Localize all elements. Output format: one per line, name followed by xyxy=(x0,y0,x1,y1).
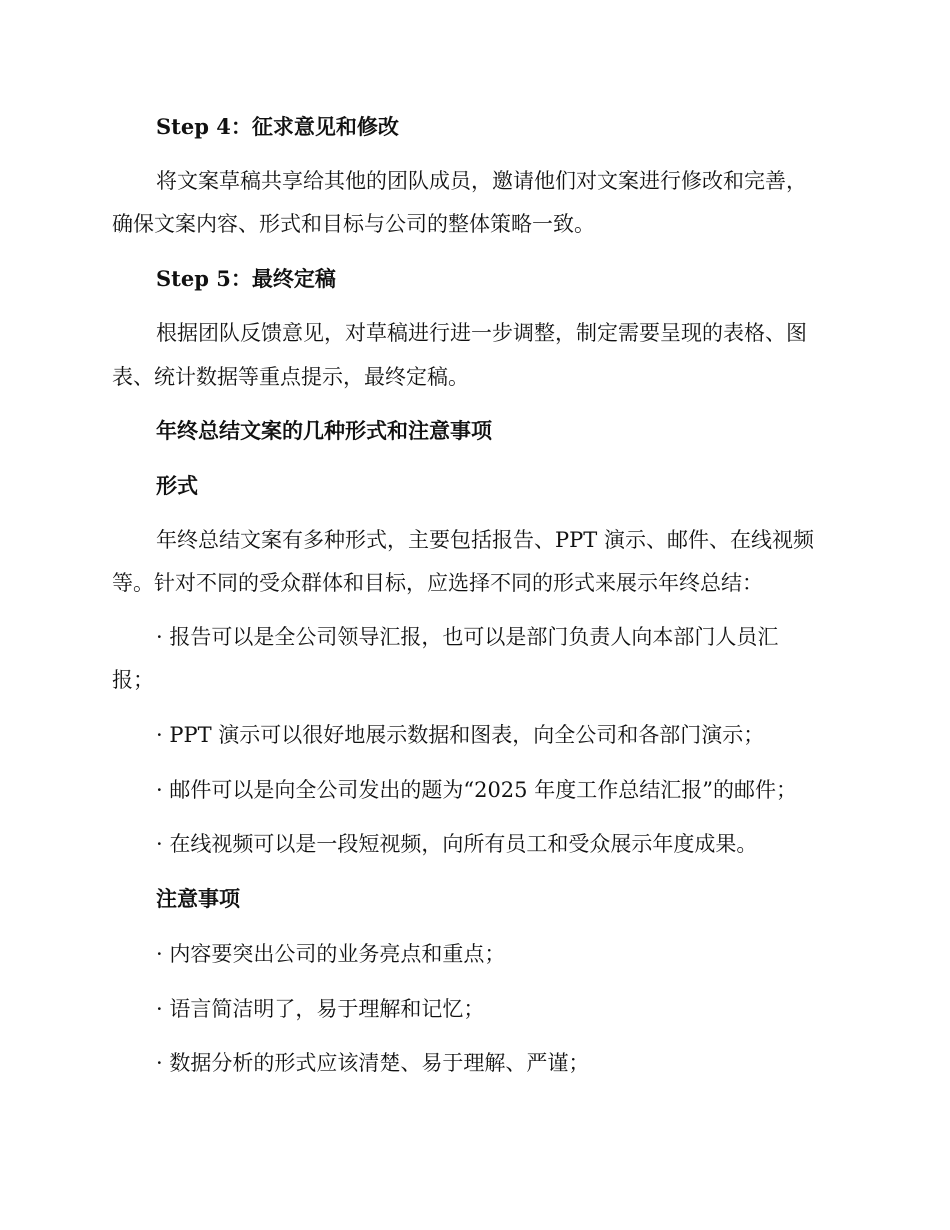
forms-heading: 形式 xyxy=(156,473,198,498)
forms-bullet-report: · 报告可以是全公司领导汇报，也可以是部门负责人向本部门人员汇 xyxy=(156,625,779,649)
forms-bullet-email: · 邮件可以是向全公司发出的题为“2025 年度工作总结汇报”的邮件； xyxy=(156,778,797,802)
notes-bullet-content: · 内容要突出公司的业务亮点和重点； xyxy=(156,942,506,966)
forms-paragraph-line: 年终总结文案有多种形式，主要包括报告、PPT 演示、邮件、在线视频 xyxy=(156,528,814,552)
notes-bullet-data-analysis: · 数据分析的形式应该清楚、易于理解、严谨； xyxy=(156,1051,590,1075)
step5-paragraph-line: 表、统计数据等重点提示，最终定稿。 xyxy=(112,365,469,389)
forms-bullet-video: · 在线视频可以是一段短视频，向所有员工和受众展示年度成果。 xyxy=(156,832,758,856)
notes-heading: 注意事项 xyxy=(156,886,240,911)
step5-heading: Step 5：最终定稿 xyxy=(156,266,336,291)
step4-paragraph-line: 确保文案内容、形式和目标与公司的整体策略一致。 xyxy=(112,212,595,236)
step5-paragraph-line: 根据团队反馈意见，对草稿进行进一步调整，制定需要呈现的表格、图 xyxy=(156,321,807,345)
step4-heading: Step 4：征求意见和修改 xyxy=(156,114,399,139)
section-heading: 年终总结文案的几种形式和注意事项 xyxy=(156,418,492,443)
forms-bullet-ppt: · PPT 演示可以很好地展示数据和图表，向全公司和各部门演示； xyxy=(156,723,765,747)
step4-paragraph-line: 将文案草稿共享给其他的团队成员，邀请他们对文案进行修改和完善， xyxy=(156,169,807,193)
forms-paragraph-line: 等。针对不同的受众群体和目标，应选择不同的形式来展示年终总结： xyxy=(112,571,763,595)
notes-bullet-language: · 语言简洁明了，易于理解和记忆； xyxy=(156,997,485,1021)
forms-bullet-report-continued: 报； xyxy=(112,668,154,692)
